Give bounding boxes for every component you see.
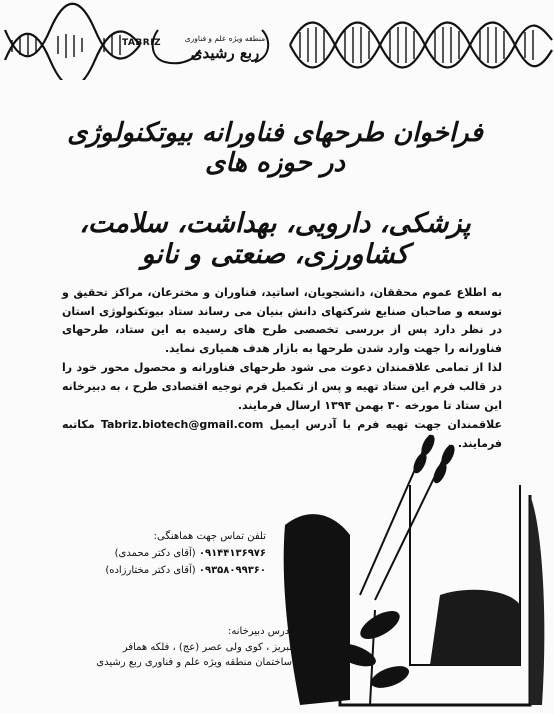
page-title-line1: فراخوان طرحهای فناورانه بیوتکنولوژی در حوزه های xyxy=(67,118,483,178)
contact-heading: تلفن تماس جهت هماهنگی: xyxy=(153,531,266,542)
dna-helix-icon xyxy=(0,0,554,80)
contact-person-2 xyxy=(36,562,266,579)
phone-number-2: ۰۹۳۵۸۰۹۹۳۶۰ xyxy=(198,565,266,576)
contact-name-1: (آقای دکتر محمدی) xyxy=(114,548,196,559)
contact-person-1 xyxy=(36,545,266,562)
body-paragraph-3: علاقمندان جهت تهیه فرم با آدرس ایمیل Tabriz.biotech@gmail.com مکاتبه فرمایند. xyxy=(62,418,502,450)
contact-name-2: (آقای دکتر مختارزاده) xyxy=(105,565,196,576)
body-paragraph-2: لذا از تمامی علاقمندان دعوت می شود طرحهای فناورانه و محصول محور خود را در قالب فرم این ستاد تهیه و پس از تکمیل فرم توجیه اقتصادی طرح ، به دبیرخانه این ستاد تا مورخه ۳۰ بهمن ۱۳۹۴ ارسال فرمایند. xyxy=(62,361,502,412)
page-title-line2: پزشکی، دارویی، بهداشت، سلامت، کشاورزی، صنعتی و نانو xyxy=(79,208,471,270)
lab-illustration xyxy=(280,415,550,715)
org-name: ربع رشیدی xyxy=(190,44,260,62)
body-paragraph-1: به اطلاع عموم محققان، دانشجویان، اساتید، فناوران و مخترعان، مراکز تحقیق و توسعه و صاحبان صنایع شرکتهای دانش بنیان می رساند ستاد بیوتکنولوژی استان در نظر دارد پس از بررسی تخصصی طرح های رسیده به این ستاد، طرحهای فناورانه را جهت وارد شدن طرحها به بازار هدف همیاری نماید. xyxy=(62,286,502,355)
address-section xyxy=(22,624,292,671)
contact-section xyxy=(36,528,266,579)
brand-tabriz: TABRIZ xyxy=(122,38,162,48)
address-heading: آدرس دبیرخانه: xyxy=(228,626,292,637)
header-banner xyxy=(0,0,554,80)
address-line-2: ساختمان منطقه ویژه علم و فناوری ربع رشیدی xyxy=(96,657,292,668)
address-line-1: تبریز ، کوی ولی عصر (عج) ، فلکه همافر xyxy=(122,641,292,653)
org-subtitle: منطقه ویژه علم و فناوری xyxy=(184,34,266,43)
phone-number-1: ۰۹۱۴۴۱۳۶۹۷۶ xyxy=(198,548,266,559)
